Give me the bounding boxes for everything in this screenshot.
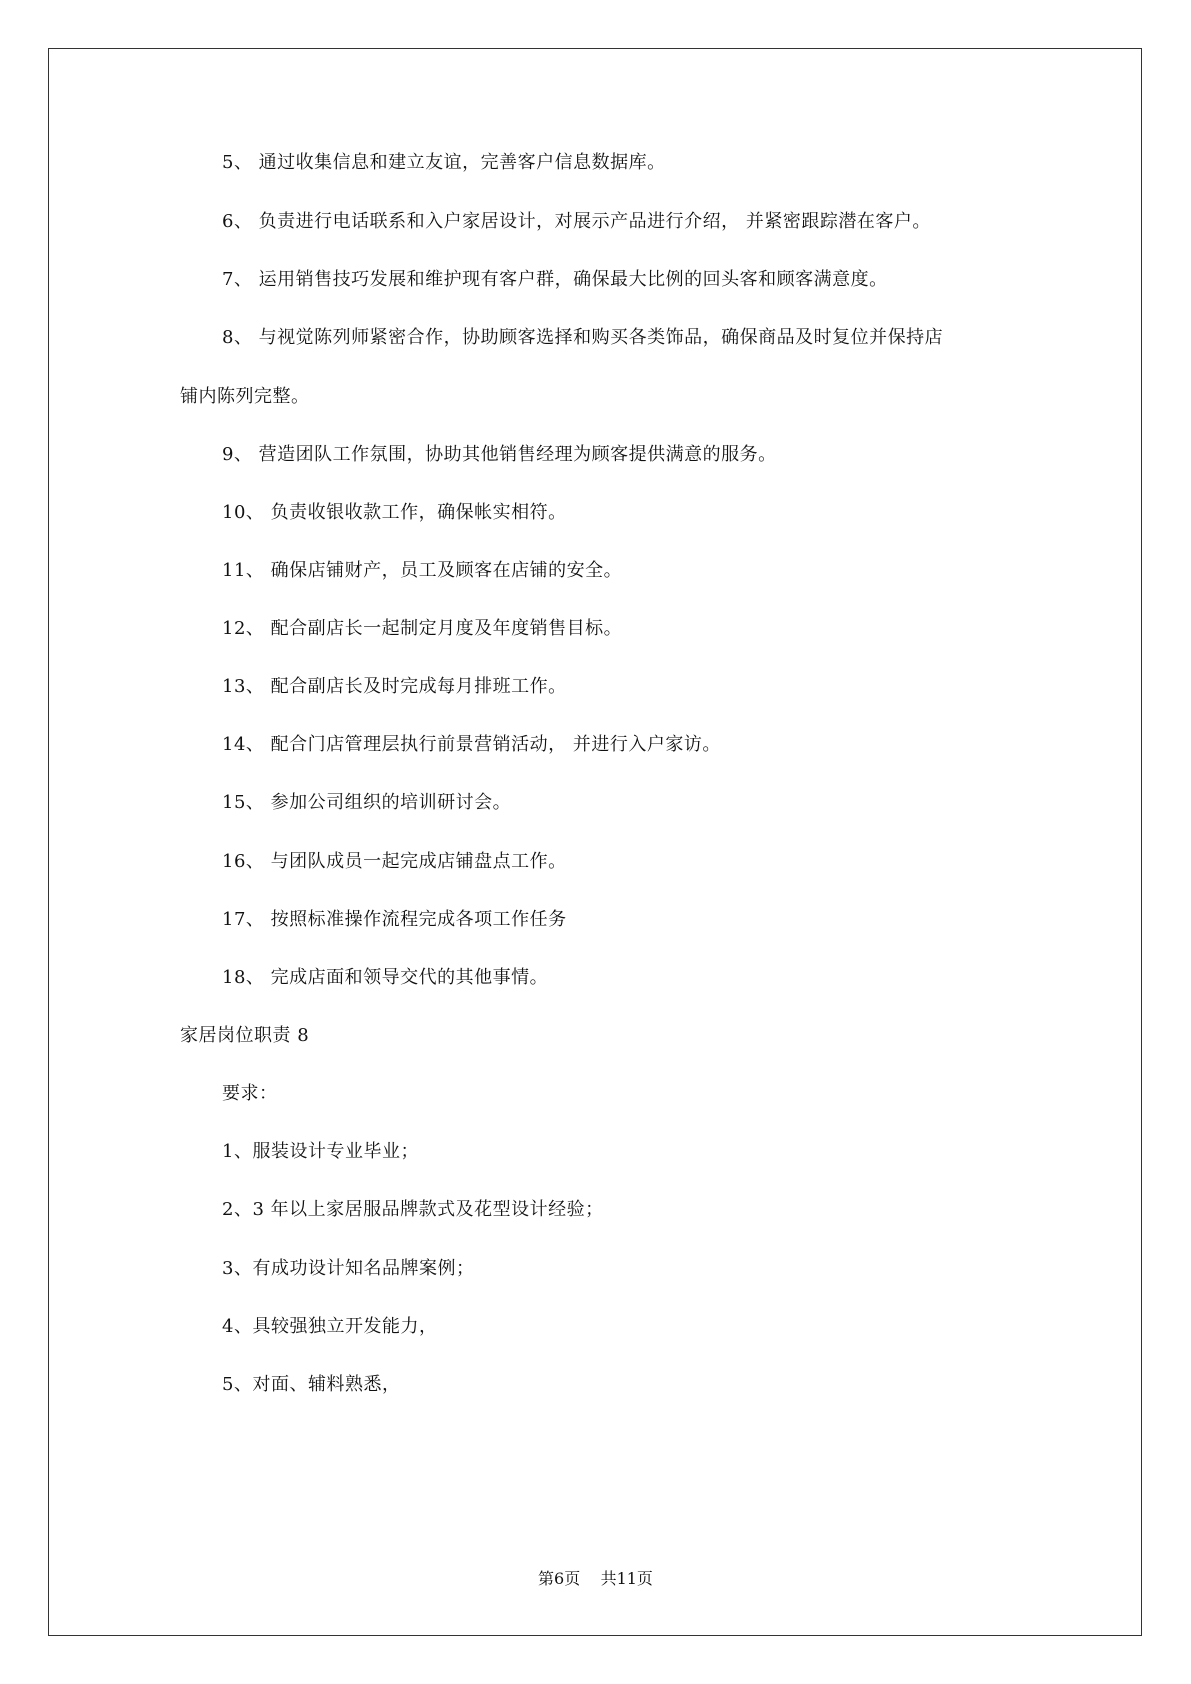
requirement-item-3: 3、有成功设计知名品牌案例； bbox=[222, 1258, 475, 1279]
duty-item-15: 15、 参加公司组织的培训研讨会。 bbox=[222, 792, 512, 813]
duty-item-8-continued: 铺内陈列完整。 bbox=[180, 386, 310, 407]
requirements-label: 要求： bbox=[222, 1083, 278, 1104]
requirement-item-2: 2、3 年以上家居服品牌款式及花型设计经验； bbox=[222, 1199, 604, 1220]
requirement-item-1: 1、服装设计专业毕业； bbox=[222, 1141, 419, 1162]
duty-item-6: 6、 负责进行电话联系和入户家居设计，对展示产品进行介绍， 并紧密跟踪潜在客户。 bbox=[222, 211, 931, 232]
duty-item-5: 5、 通过收集信息和建立友谊，完善客户信息数据库。 bbox=[222, 152, 666, 173]
duty-item-12: 12、 配合副店长一起制定月度及年度销售目标。 bbox=[222, 618, 623, 639]
duty-item-10: 10、 负责收银收款工作，确保帐实相符。 bbox=[222, 502, 567, 523]
duty-item-17: 17、 按照标准操作流程完成各项工作任务 bbox=[222, 909, 567, 930]
duty-item-7: 7、 运用销售技巧发展和维护现有客户群，确保最大比例的回头客和顾客满意度。 bbox=[222, 269, 888, 290]
duty-item-16: 16、 与团队成员一起完成店铺盘点工作。 bbox=[222, 851, 567, 872]
requirement-item-4: 4、具较强独立开发能力， bbox=[222, 1316, 438, 1337]
requirement-item-5: 5、对面、辅料熟悉， bbox=[222, 1374, 401, 1395]
duty-item-8: 8、 与视觉陈列师紧密合作，协助顾客选择和购买各类饰品，确保商品及时复位并保持店 bbox=[222, 327, 944, 348]
section-heading: 家居岗位职责 8 bbox=[180, 1025, 310, 1046]
duty-item-18: 18、 完成店面和领导交代的其他事情。 bbox=[222, 967, 549, 988]
duty-item-11: 11、 确保店铺财产，员工及顾客在店铺的安全。 bbox=[222, 560, 623, 581]
page-number-footer: 第6页 共11页 bbox=[538, 1569, 653, 1588]
duty-item-14: 14、 配合门店管理层执行前景营销活动， 并进行入户家访。 bbox=[222, 734, 721, 755]
duty-item-13: 13、 配合副店长及时完成每月排班工作。 bbox=[222, 676, 567, 697]
duty-item-9: 9、 营造团队工作氛围，协助其他销售经理为顾客提供满意的服务。 bbox=[222, 444, 777, 465]
